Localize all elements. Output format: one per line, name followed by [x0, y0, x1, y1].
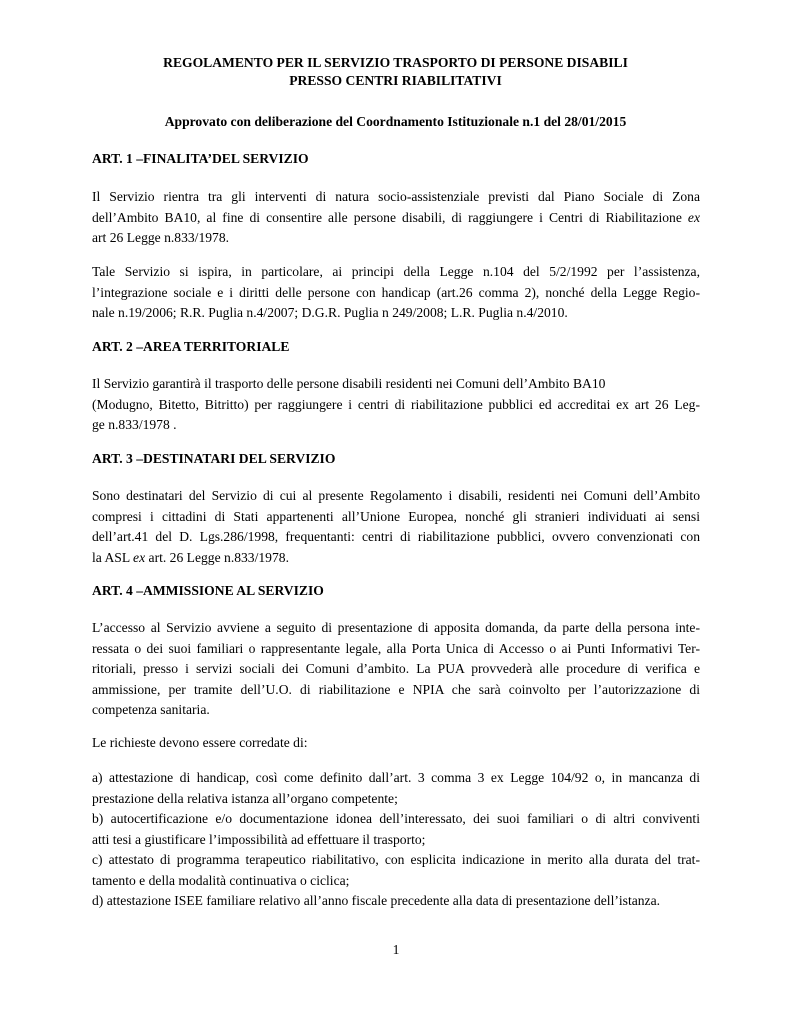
text-span: dell’Ambito BA10, al fine di consentire alle persone disabili, di raggiungere i Centri di Riabilitazione [92, 209, 682, 225]
text-line [92, 208, 700, 229]
page-number: 1 [392, 942, 400, 957]
list-item-line: d) attestazione ISEE familiare relativo all’anno fiscale precedente alla data di presentazione dell’istanza. [92, 893, 661, 908]
text-line [92, 548, 700, 569]
list-item-line: tamento e della modalità continuativa o ciclica; [92, 872, 350, 888]
text-line: Sono destinatari del Servizio di cui al presente Regolamento i disabili, residenti nei Comuni dell’Ambito [92, 488, 700, 503]
art4-paragraph-1 [92, 618, 700, 721]
art3-paragraph-1 [92, 486, 700, 568]
text-line: art 26 Legge n.833/1978. [92, 230, 230, 245]
art2-heading: ART. 2 –AREA TERRITORIALE [92, 339, 290, 354]
text-line: ressata o dei suoi familiari o rappresentante legale, alla Porta Unica di Accesso o ai Punti Informativi Ter- [92, 640, 700, 656]
text-line: ge n.833/1978 . [92, 417, 177, 432]
text-line: Il Servizio garantirà il trasporto delle persone disabili residenti nei Comuni dell’Ambito BA10 [92, 376, 606, 391]
text-line: Tale Servizio si ispira, in particolare, ai principi della Legge n.104 del 5/2/1992 per l’assistenza, [92, 264, 700, 279]
text-line: competenza sanitaria. [92, 702, 210, 717]
art3-heading: ART. 3 –DESTINATARI DEL SERVIZIO [92, 451, 336, 466]
list-item-line: a) attestazione di handicap, così come definito dall’art. 3 comma 3 ex Legge 104/92 o, in mancanza di [92, 770, 700, 785]
approval-note: Approvato con deliberazione del Coordnamento Istituzionale n.1 del 28/01/2015 [164, 114, 627, 129]
art4-paragraph-2 [92, 733, 700, 754]
art2-paragraph-1 [92, 374, 700, 436]
art1-paragraph-1 [92, 187, 700, 249]
text-line: ammissione, per tramite dell’U.O. di riabilitazione e NPIA che sarà coinvolto per l’autorizzazione di [92, 681, 700, 697]
document-title [92, 54, 699, 89]
text-span: art. 26 Legge n.833/1978. [148, 549, 289, 565]
italic-ex: ex [687, 209, 700, 225]
title-line-2: PRESSO CENTRI RIABILITATIVI [289, 72, 502, 88]
text-line: Le richieste devono essere corredate di: [92, 735, 308, 750]
text-line: compresi i cittadini di Stati appartenenti all’Unione Europea, nonché gli stranieri individuati ai sensi [92, 508, 700, 524]
text-span: la ASL [92, 549, 130, 565]
list-item-line: prestazione della relativa istanza all’organo competente; [92, 790, 398, 806]
text-line: Il Servizio rientra tra gli interventi di natura socio-assistenziale previsti dal Piano Sociale di Zona [92, 189, 700, 204]
art1-paragraph-2 [92, 262, 700, 324]
art1-heading: ART. 1 –FINALITA’DEL SERVIZIO [92, 151, 309, 166]
text-line: l’integrazione sociale e i diritti delle persone con handicap (art.26 comma 2), nonché della Legge Regio- [92, 284, 700, 300]
list-item-line: c) attestato di programma terapeutico riabilitativo, con esplicita indicazione in merito alla durata del trat- [92, 852, 700, 867]
text-line: dell’art.41 del D. Lgs.286/1998, frequentanti: centri di riabilitazione pubblici, ovvero convenzionati con [92, 529, 700, 544]
art4-heading: ART. 4 –AMMISSIONE AL SERVIZIO [92, 583, 324, 598]
title-line-1: REGOLAMENTO PER IL SERVIZIO TRASPORTO DI PERSONE DISABILI [163, 55, 628, 70]
text-line: nale n.19/2006; R.R. Puglia n.4/2007; D.G.R. Puglia n 249/2008; L.R. Puglia n.4/2010. [92, 305, 568, 320]
text-line: L’accesso al Servizio avviene a seguito di presentazione di apposita domanda, da parte della persona inte- [92, 620, 700, 635]
list-item-line: b) autocertificazione e/o documentazione idonea dell’interessato, dei suoi familiari o di altri conviventi [92, 811, 700, 826]
italic-ex: ex [133, 549, 146, 565]
list-item-line: atti tesi a giustificare l’impossibilità ad effettuare il trasporto; [92, 831, 426, 847]
requirements-list [92, 768, 700, 912]
text-line: ritoriali, presso i servizi sociali dei Comuni d’ambito. La PUA provvederà alle procedure di verifica e [92, 661, 700, 676]
text-line: (Modugno, Bitetto, Bitritto) per raggiungere i centri di riabilitazione pubblici ed accreditai ex art 26 Leg- [92, 396, 700, 412]
